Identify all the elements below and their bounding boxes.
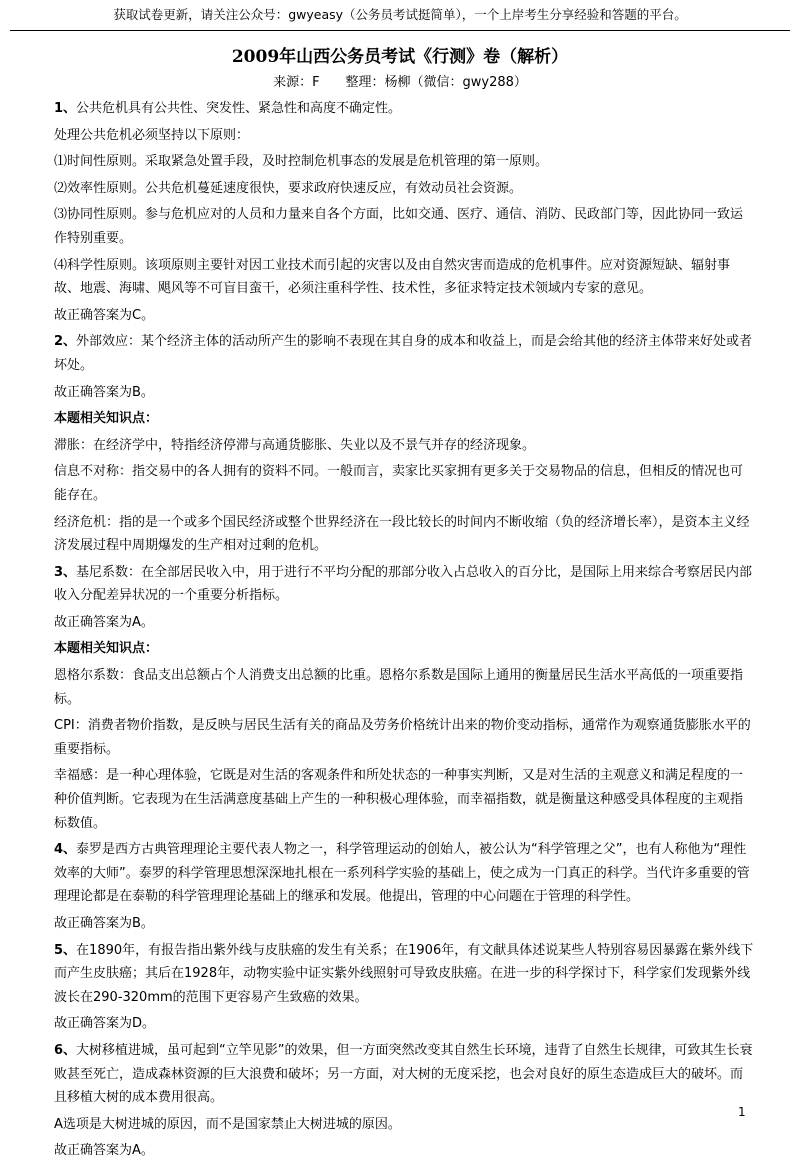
document-title: 2009年山西公务员考试《行测》卷（解析） — [231, 47, 569, 67]
question-1 — [54, 97, 754, 121]
paragraph: 幸福感：是一种心理体验，它既是对生活的客观条件和所处状态的一种事实判断，又是对生活的主观意义和满足程度的一种价值判断。它表现为在生活满意度基础上产生的一种积极心理体验，而幸福指数，就是衡量这种感受具体程度的主观指标数值。 — [54, 768, 744, 831]
question-number: 6、 — [54, 1042, 77, 1058]
paragraph: 恩格尔系数：食品支出总额占个人消费支出总额的比重。恩格尔系数是国际上通用的衡量居民生活水平高低的一项重要指标。 — [54, 668, 744, 707]
paragraph: 处理公共危机必须坚持以下原则： — [54, 127, 250, 143]
paragraph: 在1890年，有报告指出紫外线与皮肤癌的发生有关系；在1906年，有文献具体述说某些人特别容易因暴露在紫外线下而产生皮肤癌；其后在1928年，动物实验中证实紫外线照射可导致皮肤癌。在进一步的科学探讨下，科学家们发现紫外线波长在290-320mm的范围下更容易产生致癌的效果。 — [54, 942, 754, 1005]
answer-line: 故正确答案为C。 — [54, 307, 155, 323]
question-number: 4、 — [54, 842, 77, 858]
question-2 — [54, 330, 754, 377]
question-3 — [54, 561, 754, 608]
answer-line: 故正确答案为B。 — [54, 384, 154, 400]
question-6 — [54, 1039, 754, 1110]
paragraph: 公共危机具有公共性、突发性、紧急性和高度不确定性。 — [76, 101, 402, 116]
paragraph: 经济危机：指的是一个或多个国民经济或整个世界经济在一段比较长的时间内不断收缩（负的经济增长率），是资本主义经济发展过程中周期爆发的生产相对过剩的危机。 — [54, 514, 750, 554]
answer-line: 故正确答案为D。 — [54, 1016, 156, 1032]
answer-line: 故正确答案为A。 — [54, 1143, 154, 1159]
paragraph: CPI：消费者物价指数，是反映与居民生活有关的商品及劳务价格统计出来的物价变动指标，通常作为观察通货膨胀水平的重要指标。 — [54, 718, 751, 757]
question-number: 1、 — [54, 101, 77, 116]
paragraph: 大树移植进城，虽可起到“立竿见影”的效果，但一方面突然改变其自然生长环境，违背了自然生长规律，可致其生长衰败甚至死亡，造成森林资源的巨大浪费和破坏；另一方面，对大树的无度采挖，也会对良好的原生态造成巨大的破坏。而且移植大树的成本费用很高。 — [54, 1042, 753, 1106]
header-notice: 获取试卷更新，请关注公众号：gwyeasy（公务员考试挺简单），一个上岸考生分享经验和答题的平台。 — [113, 7, 687, 22]
paragraph: ⑴时间性原则。采取紧急处置手段，及时控制危机事态的发展是危机管理的第一原则。 — [54, 154, 549, 170]
question-5 — [54, 939, 754, 1010]
knowledge-heading: 本题相关知识点： — [54, 411, 159, 427]
question-number: 2、 — [54, 334, 77, 350]
answer-line: 故正确答案为A。 — [54, 614, 154, 630]
header-divider — [10, 30, 790, 31]
paragraph: 滞胀：在经济学中，特指经济停滞与高通货膨胀、失业以及不景气并存的经济现象。 — [54, 437, 536, 453]
paragraph: 泰罗是西方古典管理理论主要代表人物之一，科学管理运动的创始人，被公认为“科学管理之父”，也有人称他为“理性效率的大师”。泰罗的科学管理思想深深地扎根在一系列科学实验的基础上，使之成为一门真正的科学。当代许多重要的管理理论都是在泰勒的科学管理理论基础上的继承和发展。他提出，管理的中心问题在于管理的科学性。 — [54, 842, 750, 905]
paragraph: ⑷科学性原则。该项原则主要针对因工业技术而引起的灾害以及由自然灾害而造成的危机事件。应对资源短缺、辐射事故、地震、海啸、飓风等不可盲目蛮干，必须注重科学性、技术性，多征求特定技术领域内专家的意见。 — [54, 257, 731, 297]
question-number: 5、 — [54, 942, 77, 958]
paragraph: 外部效应：某个经济主体的活动所产生的影响不表现在其自身的成本和收益上，而是会给其他的经济主体带来好处或者坏处。 — [54, 334, 753, 373]
paragraph: 基尼系数：在全部居民收入中，用于进行不平均分配的那部分收入占总收入的百分比，是国际上用来综合考察居民内部收入分配差异状况的一个重要分析指标。 — [54, 564, 753, 604]
knowledge-heading: 本题相关知识点： — [54, 641, 159, 657]
paragraph: ⑶协同性原则。参与危机应对的人员和力量来自各个方面，比如交通、医疗、通信、消防、民政部门等，因此协同一致运作特别重要。 — [54, 207, 744, 246]
question-number: 3、 — [54, 564, 77, 580]
paragraph: A选项是大树进城的原因，而不是国家禁止大树进城的原因。 — [54, 1116, 401, 1132]
paragraph: 信息不对称：指交易中的各人拥有的资料不同。一般而言，卖家比买家拥有更多关于交易物品的信息，但相反的情况也可能存在。 — [54, 464, 744, 503]
document-byline: 来源：F 整理：杨柳（微信：gwy288） — [273, 75, 527, 90]
answer-line: 故正确答案为B。 — [54, 916, 154, 931]
question-4 — [54, 838, 754, 909]
page-number: 1 — [738, 1105, 746, 1119]
paragraph: ⑵效率性原则。公共危机蔓延速度很快，要求政府快速反应，有效动员社会资源。 — [54, 180, 523, 196]
document-body — [54, 97, 754, 1163]
